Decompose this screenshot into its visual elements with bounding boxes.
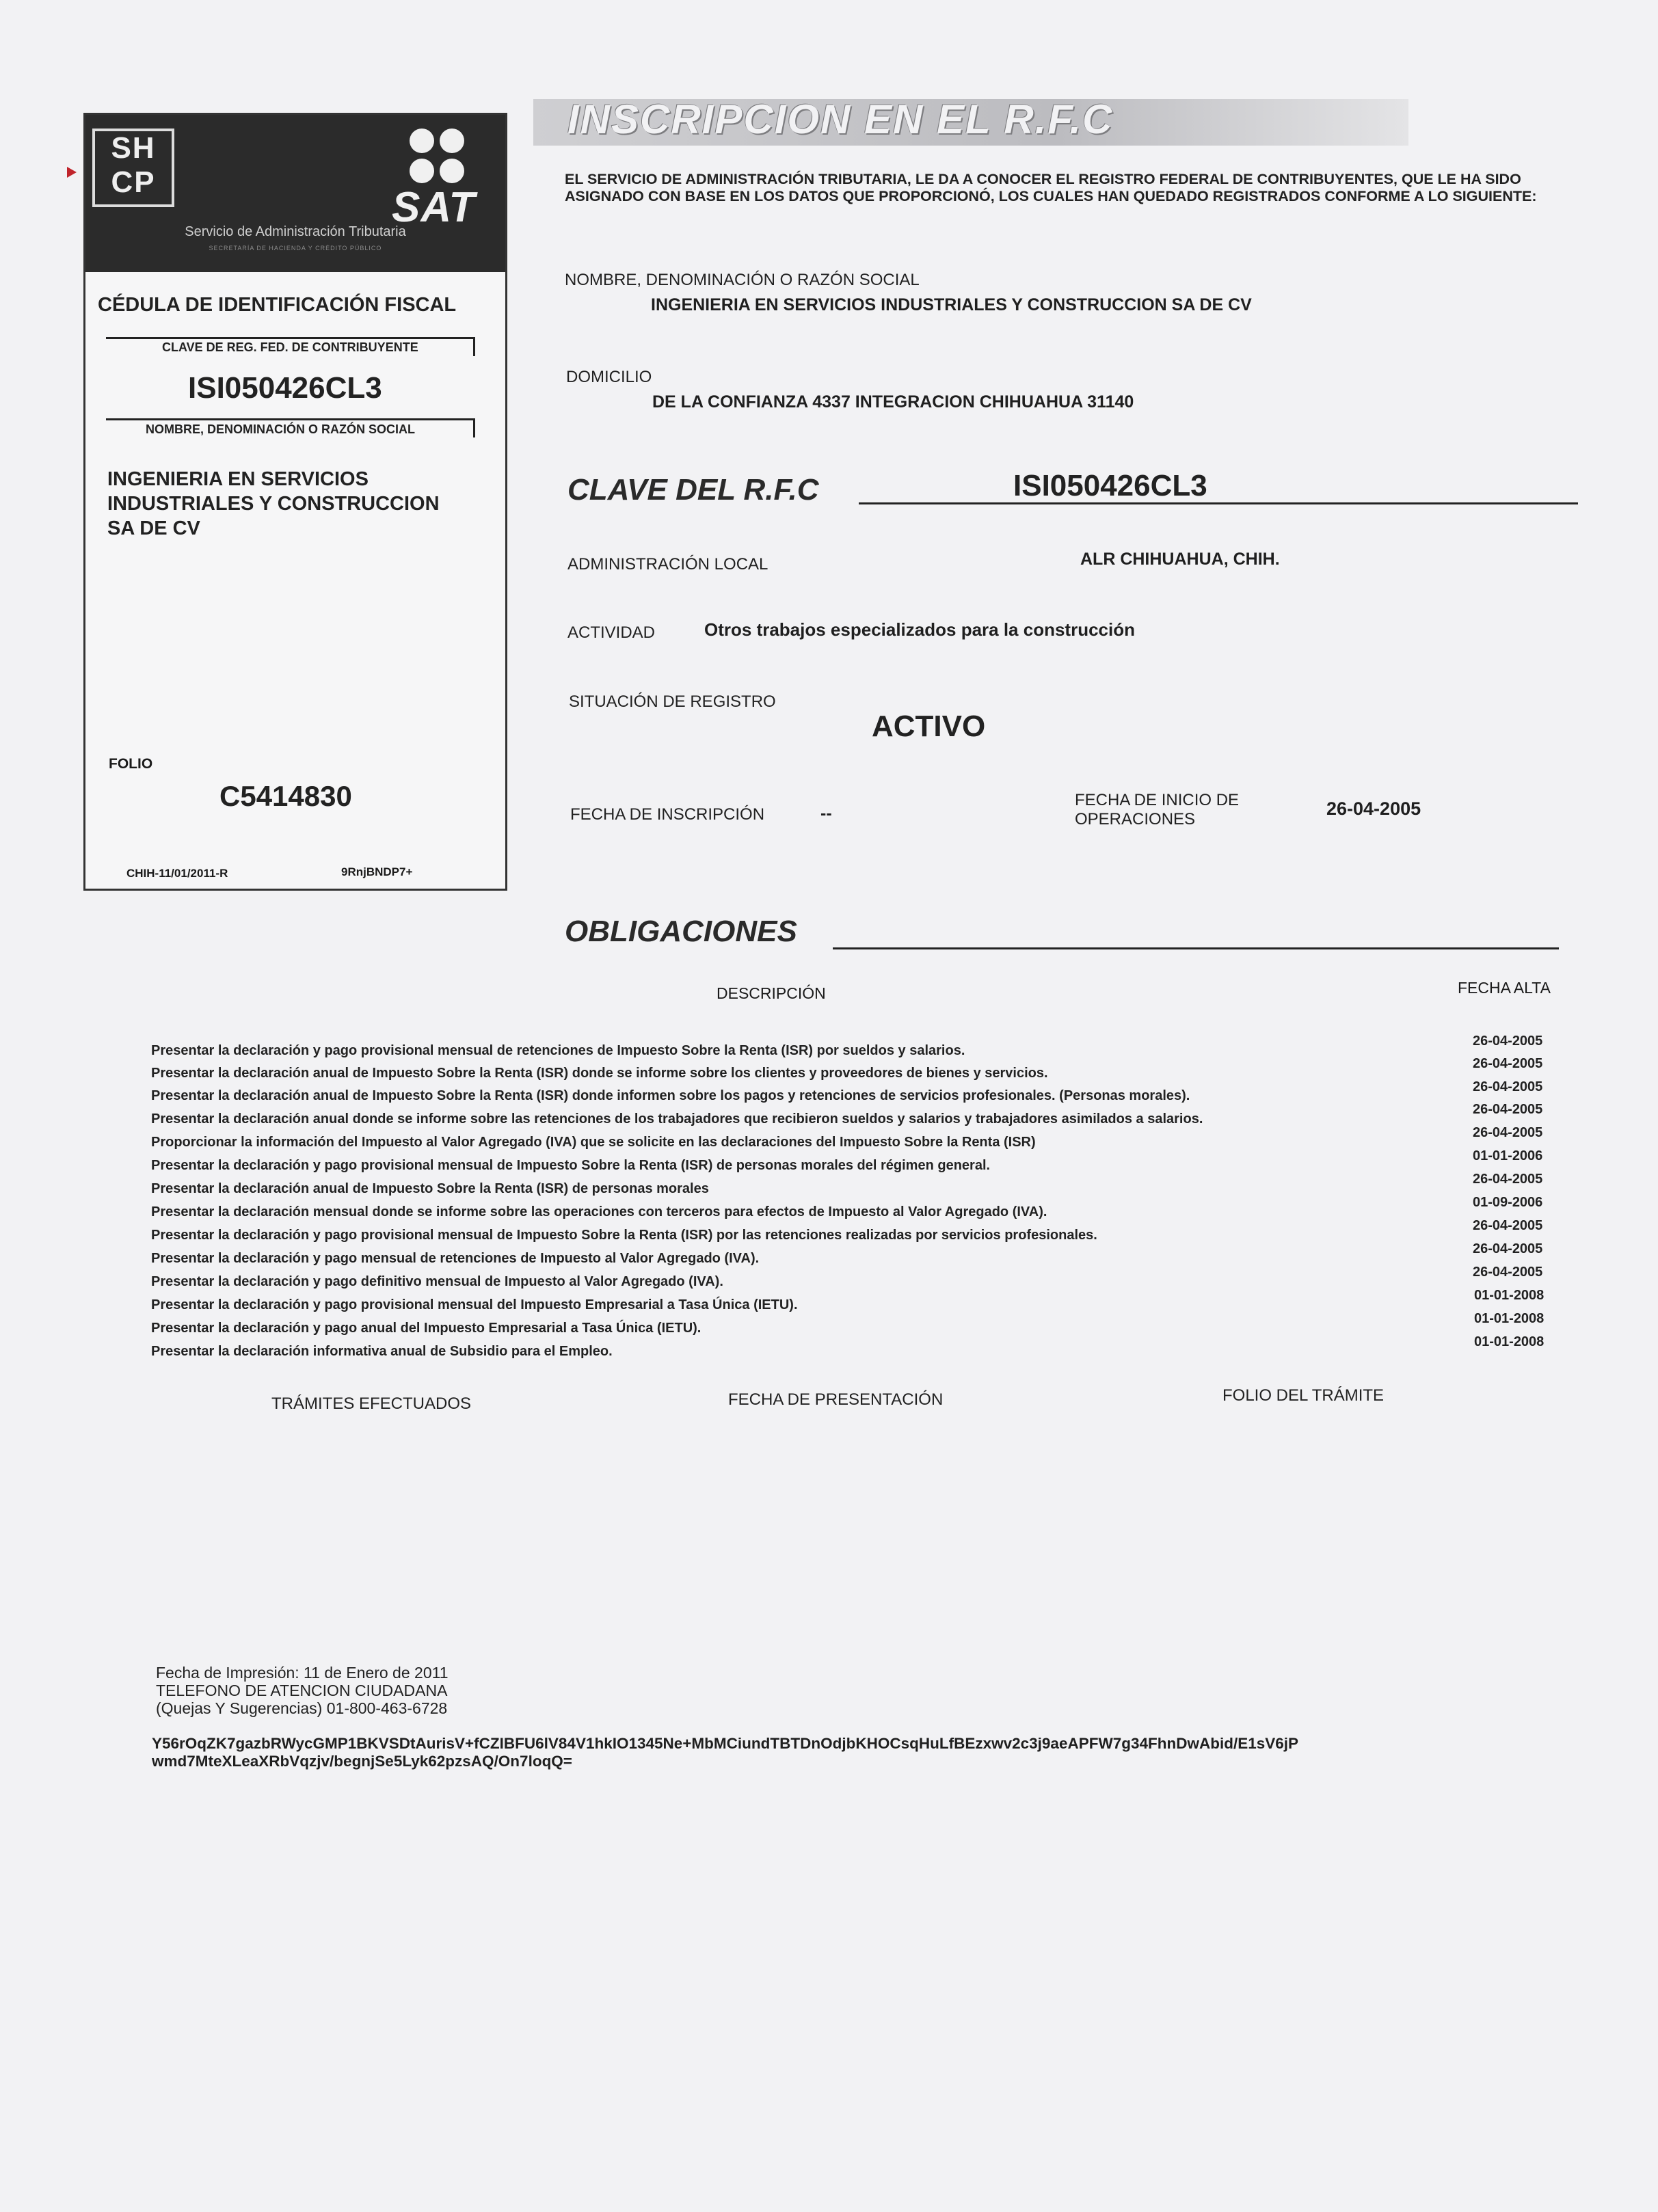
obligation-row: Presentar la declaración informativa anual de Subsidio para el Empleo.	[151, 1344, 613, 1359]
obligation-row: Presentar la declaración y pago provisional mensual del Impuesto Empresarial a Tasa Única (IETU).	[151, 1297, 798, 1312]
footer-info	[156, 1664, 449, 1717]
obligations-title: OBLIGACIONES	[565, 915, 797, 948]
shcp-logo-icon	[92, 129, 174, 207]
obligation-date: 26-04-2005	[1473, 1034, 1543, 1049]
scan-mark	[67, 167, 77, 178]
digital-seal-line-2: wmd7MteXLeaXRbVqzjv/begnjSe5Lyk62pzsAQ/On7loqQ=	[152, 1753, 572, 1770]
card-header	[85, 115, 505, 272]
phone-label: TELEFONO DE ATENCION CIUDADANA	[156, 1682, 448, 1699]
card-name	[107, 467, 490, 541]
card-rfc: ISI050426CL3	[188, 371, 382, 405]
activity-label: ACTIVIDAD	[567, 623, 656, 642]
obligation-date: 26-04-2005	[1473, 1079, 1543, 1094]
admin-value: ALR CHIHUAHUA, CHIH.	[1080, 550, 1280, 569]
digital-seal-line-1: Y56rOqZK7gazbRWycGMP1BKVSDtAurisV+fCZIBFU6lV84V1hkIO1345Ne+MbMCiundTBTDnOdjbKHOCsqHuLfBEzxwv2c3j9aeAPFW7g34FhnDwAbid/E1sV6jP	[152, 1735, 1299, 1752]
digital-seal	[152, 1735, 1519, 1770]
obligation-date: 26-04-2005	[1473, 1265, 1543, 1280]
card-agency-sub: SECRETARÍA DE HACIENDA Y CRÉDITO PÚBLICO	[209, 245, 382, 252]
obligation-row: Presentar la declaración y pago anual del Impuesto Empresarial a Tasa Única (IETU).	[151, 1321, 701, 1336]
card-name-line-1: INGENIERIA EN SERVICIOS	[107, 468, 369, 490]
address-label: DOMICILIO	[566, 368, 652, 386]
admin-label: ADMINISTRACIÓN LOCAL	[567, 555, 768, 574]
obligation-row: Proporcionar la información del Impuesto al Valor Agregado (IVA) que se solicite en las declaraciones del Impuesto Sobre la Renta (ISR)	[151, 1135, 1036, 1150]
obligation-date: 01-09-2006	[1473, 1195, 1543, 1210]
obligation-date: 26-04-2005	[1473, 1218, 1543, 1233]
obligation-row: Presentar la declaración y pago provisional mensual de Impuesto Sobre la Renta (ISR) de personas morales del régimen general.	[151, 1158, 991, 1173]
card-folio-label: FOLIO	[109, 756, 153, 772]
start-date-value: 26-04-2005	[1326, 798, 1421, 819]
activity-value: Otros trabajos especializados para la construcción	[704, 619, 1135, 640]
identification-card	[83, 113, 507, 891]
registration-date-label: FECHA DE INSCRIPCIÓN	[570, 805, 765, 824]
phone-number: (Quejas Y Sugerencias) 01-800-463-6728	[156, 1699, 448, 1717]
card-name-line-3: SA DE CV	[107, 517, 200, 539]
card-code-left: CHIH-11/01/2011-R	[126, 867, 228, 880]
obligation-row: Presentar la declaración mensual donde se informe sobre las operaciones con terceros para efectos de Impuesto al Valor Agregado (IVA).	[151, 1204, 1047, 1219]
shcp-logo-text: SH CP	[111, 131, 156, 199]
registration-date-value: --	[820, 804, 832, 823]
rfc-key-label: CLAVE DEL R.F.C	[567, 473, 819, 507]
obligation-row: Presentar la declaración y pago mensual de retenciones de Impuesto al Valor Agregado (IVA).	[151, 1251, 760, 1266]
obligation-date: 26-04-2005	[1473, 1172, 1543, 1187]
start-date-label-line-1: FECHA DE INICIO DE	[1075, 791, 1240, 809]
sat-logo: SAT	[392, 184, 476, 231]
obligation-row: Presentar la declaración anual de Impuesto Sobre la Renta (ISR) donde informen sobre los pagos y retenciones de servicios profesionales. (Personas morales).	[151, 1088, 1190, 1103]
obligation-date: 01-01-2008	[1474, 1288, 1545, 1303]
rfc-key-line	[859, 502, 1578, 504]
obligation-date: 26-04-2005	[1473, 1102, 1543, 1117]
intro-text: EL SERVICIO DE ADMINISTRACIÓN TRIBUTARIA, LE DA A CONOCER EL REGISTRO FEDERAL DE CONTRIBUYENTES, QUE LE HA SIDO ASIGNADO CON BASE EN LOS DATOS QUE PROPORCIONÓ, LOS CUALES HAN QUEDADO REGISTRADOS CONFORME A LO SIGUIENTE:	[565, 171, 1537, 204]
name-value: INGENIERIA EN SERVICIOS INDUSTRIALES Y CONSTRUCCION SA DE CV	[651, 295, 1252, 314]
card-rfc-label: CLAVE DE REG. FED. DE CONTRIBUYENTE	[162, 340, 418, 354]
card-agency: Servicio de Administración Tributaria	[185, 224, 406, 239]
status-label: SITUACIÓN DE REGISTRO	[569, 692, 776, 711]
obligation-date: 01-01-2008	[1474, 1311, 1545, 1326]
card-name-line-2: INDUSTRIALES Y CONSTRUCCION	[107, 493, 440, 515]
sat-dots-icon	[407, 126, 468, 187]
obligation-row: Presentar la declaración y pago provisional mensual de Impuesto Sobre la Renta (ISR) por las retenciones realizadas por servicios profesionales.	[151, 1228, 1097, 1243]
obligation-row: Presentar la declaración y pago provisional mensual de retenciones de Impuesto Sobre la Renta (ISR) por sueldos y salarios.	[151, 1043, 965, 1058]
obligation-date: 01-01-2006	[1473, 1148, 1543, 1163]
column-description: DESCRIPCIÓN	[717, 984, 826, 1002]
rfc-key-value: ISI050426CL3	[1013, 469, 1207, 502]
obligation-date: 26-04-2005	[1473, 1241, 1543, 1256]
obligations-line	[833, 947, 1559, 949]
obligation-date: 26-04-2005	[1473, 1056, 1543, 1071]
start-date-label	[1075, 791, 1239, 829]
procedures-column-1: TRÁMITES EFECTUADOS	[271, 1394, 472, 1413]
column-date: FECHA ALTA	[1458, 979, 1551, 997]
obligation-date: 01-01-2008	[1474, 1334, 1545, 1349]
card-code-right: 9RnjBNDP7+	[341, 865, 413, 878]
card-name-label: NOMBRE, DENOMINACIÓN O RAZÓN SOCIAL	[146, 422, 415, 436]
address-value: DE LA CONFIANZA 4337 INTEGRACION CHIHUAHUA 31140	[652, 392, 1134, 412]
name-label: NOMBRE, DENOMINACIÓN O RAZÓN SOCIAL	[565, 271, 920, 289]
card-title: CÉDULA DE IDENTIFICACIÓN FISCAL	[98, 294, 457, 316]
start-date-label-line-2: OPERACIONES	[1075, 810, 1196, 828]
procedures-column-2: FECHA DE PRESENTACIÓN	[728, 1390, 944, 1409]
procedures-column-3: FOLIO DEL TRÁMITE	[1222, 1386, 1385, 1405]
obligation-row: Presentar la declaración anual de Impuesto Sobre la Renta (ISR) donde se informe sobre los clientes y proveedores de bienes y servicios.	[151, 1066, 1048, 1081]
obligation-row: Presentar la declaración y pago definitivo mensual de Impuesto al Valor Agregado (IVA).	[151, 1274, 723, 1289]
obligation-date: 26-04-2005	[1473, 1125, 1543, 1140]
obligation-row: Presentar la declaración anual donde se informe sobre las retenciones de los trabajadores que recibieron sueldos y salarios y trabajadores asimilados a salarios.	[151, 1111, 1203, 1127]
page-title: INSCRIPCION EN EL R.F.C	[567, 96, 1114, 142]
obligation-row: Presentar la declaración anual de Impuesto Sobre la Renta (ISR) de personas morales	[151, 1181, 709, 1196]
print-date: Fecha de Impresión: 11 de Enero de 2011	[156, 1664, 449, 1682]
status-value: ACTIVO	[872, 710, 986, 743]
card-folio: C5414830	[219, 780, 352, 812]
